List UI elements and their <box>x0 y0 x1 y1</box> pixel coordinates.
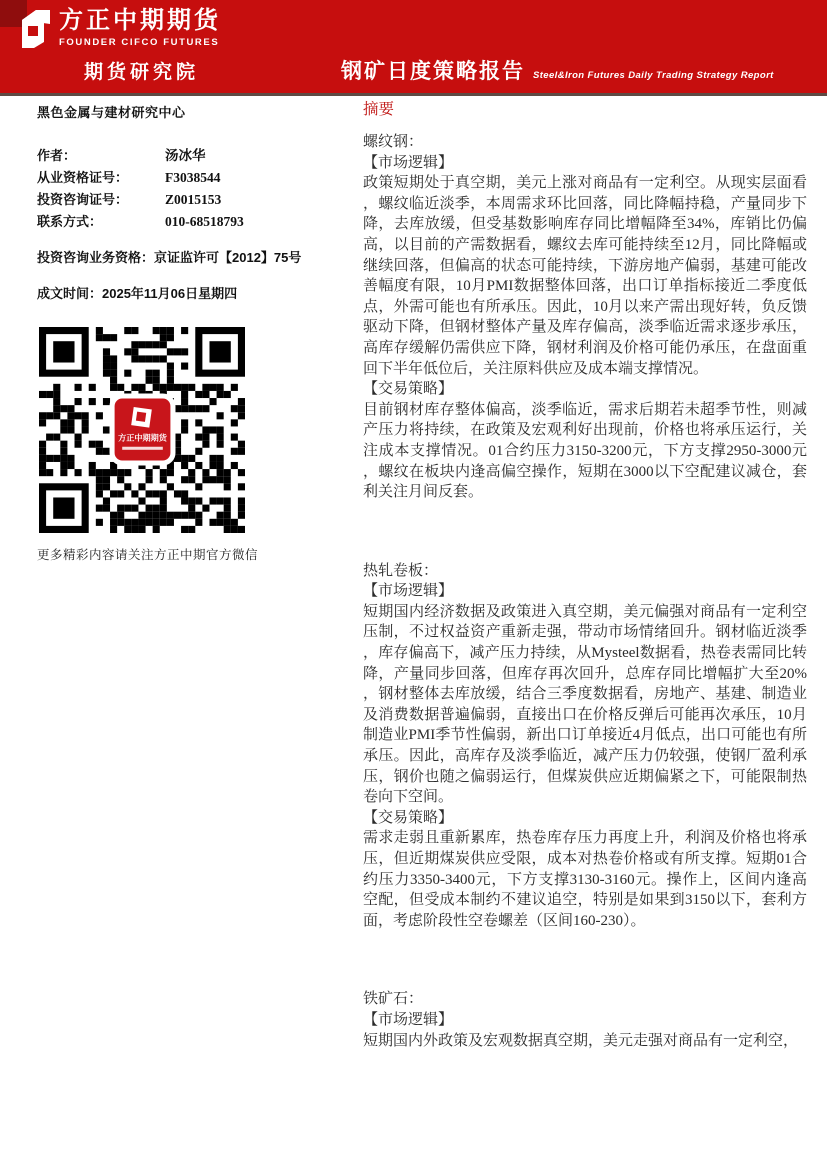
section-rebar <box>363 132 807 503</box>
market-logic-text: 短期国内经济数据及政策进入真空期，美元偏强对商品有一定利空压制，不过权益资产重新走强，带动市场情绪回升。钢材临近淡季，库存偏高下，减产压力持续，从Mysteel数据看，热卷表需同比转降，产量同步回落，但库存再次回升，总库存同比增幅扩大至20%，钢材整体去库放缓，结合三季度数据看，房地产、基建、制造业及消费数据普遍偏弱，直接出口在价格反弹后可能再次承压，10月制造业PMI季节性偏弱，新出口订单接近4月低点，出口可能也有所承压。因此，高库存及淡季临近，减产压力仍较强，使钢厂盈利承压，钢价也随之偏弱运行，但煤炭供应近期偏紧之下，可能限制热卷向下空间。 <box>363 603 807 806</box>
author-info-table <box>37 145 363 233</box>
brand-name-en: FOUNDER CIFCO FUTURES <box>59 37 220 48</box>
section-title: 螺纹钢： <box>363 134 424 150</box>
info-label: 投资咨询证号： <box>37 192 129 207</box>
research-center-name: 黑色金属与建材研究中心 <box>37 105 186 120</box>
left-sidebar <box>37 98 363 1051</box>
info-value: F3038544 <box>165 170 221 185</box>
market-logic-label: 【市场逻辑】 <box>363 583 454 600</box>
trading-strategy-text: 目前钢材库存整体偏高，淡季临近，需求后期若未超季节性，则减产压力将持续，在政策及宏观利好出现前，价格也将承压运行，关注成本支撑情况。01合约压力3150-3200元，下方支撑2950-3000元，螺纹在板块内逢高偏空操作，短期在3000以下空配建议减仓，套利关注月间反套。 <box>363 401 807 501</box>
section-hot-rolled-coil <box>363 561 807 932</box>
page-body <box>0 96 827 1051</box>
market-logic-text: 政策短期处于真空期，美元上涨对商品有一定利空。从现实层面看，螺纹临近淡季，本周需求环比回落，同比降幅持稳，产量同步下降，去库放缓，但受基数影响库存同比增幅降至34%，库销比仍偏高，以目前的产需数据看，螺纹去库可能持续至12月，同比降幅或继续回落，但偏高的状态可能持续，下游房地产偏弱，基建可能改善幅度有限，10月PMI数据整体回落，出口订单指标接近二季度低点，外需可能也有所承压。因此，10月以来产需出现好转，负反馈驱动下降，但钢材整体产量及库存偏高，淡季临近需求逐步承压，高库存缓解仍需供应下降，钢材利润及价格可能仍承压，在盘面重回下半年低位后，关注原料供应及成本端支撑情况。 <box>363 175 807 377</box>
brand-cube-icon <box>13 7 53 49</box>
market-logic-label: 【市场逻辑】 <box>363 154 454 171</box>
report-date: 成文时间：2025年11月06日星期四 <box>37 286 238 301</box>
info-label: 从业资格证号： <box>37 170 129 185</box>
trading-strategy-label: 【交易策略】 <box>363 381 454 398</box>
brand-logo <box>13 7 221 49</box>
info-row-practice-cert <box>37 167 363 189</box>
summary-column <box>363 98 807 1051</box>
info-value: 汤冰华 <box>165 148 206 163</box>
trading-strategy-text: 需求走弱且重新累库，热卷库存压力再度上升，利润及价格也将承压，但近期煤炭供应受限，成本对热卷价格或有所支撑。短期01合约压力3350-3400元，下方支撑3130-3160元。操作上，区间内逢高空配，但受成本制约不建议追空，特别是如果到3150以下，套利方面，考虑阶段性空卷螺差（区间160-230）。 <box>363 830 807 929</box>
report-title-cn: 钢矿日度策略报告 <box>341 59 525 83</box>
market-logic-text: 短期国内外政策及宏观数据真空期，美元走强对商品有一定利空， <box>363 1032 799 1049</box>
info-label: 联系方式： <box>37 214 103 229</box>
report-title-en: Steel&Iron Futures Daily Trading Strategy Report <box>533 70 774 81</box>
section-title: 铁矿石： <box>363 991 424 1008</box>
info-value: 010-68518793 <box>165 214 244 229</box>
section-iron-ore <box>363 989 807 1051</box>
qr-caption: 更多精彩内容请关注方正中期官方微信 <box>37 548 259 562</box>
section-title: 热轧卷板： <box>363 562 439 579</box>
report-title <box>341 55 774 85</box>
department-title: 期货研究院 <box>84 62 200 83</box>
market-logic-label: 【市场逻辑】 <box>363 1011 454 1028</box>
wechat-qr-code <box>39 327 245 533</box>
business-qualification: 投资咨询业务资格：京证监许可【2012】75号 <box>37 250 302 265</box>
info-label: 作者： <box>37 148 77 163</box>
info-row-contact <box>37 211 363 233</box>
info-row-consult-cert <box>37 189 363 211</box>
report-header <box>0 0 827 96</box>
info-row-author <box>37 145 363 167</box>
summary-heading: 摘要 <box>363 101 395 118</box>
trading-strategy-label: 【交易策略】 <box>363 809 454 826</box>
brand-name-cn: 方正中期期货 <box>59 7 221 34</box>
svg-text:方正中期期货: 方正中期期货 <box>118 433 167 443</box>
info-value: Z0015153 <box>165 192 222 207</box>
